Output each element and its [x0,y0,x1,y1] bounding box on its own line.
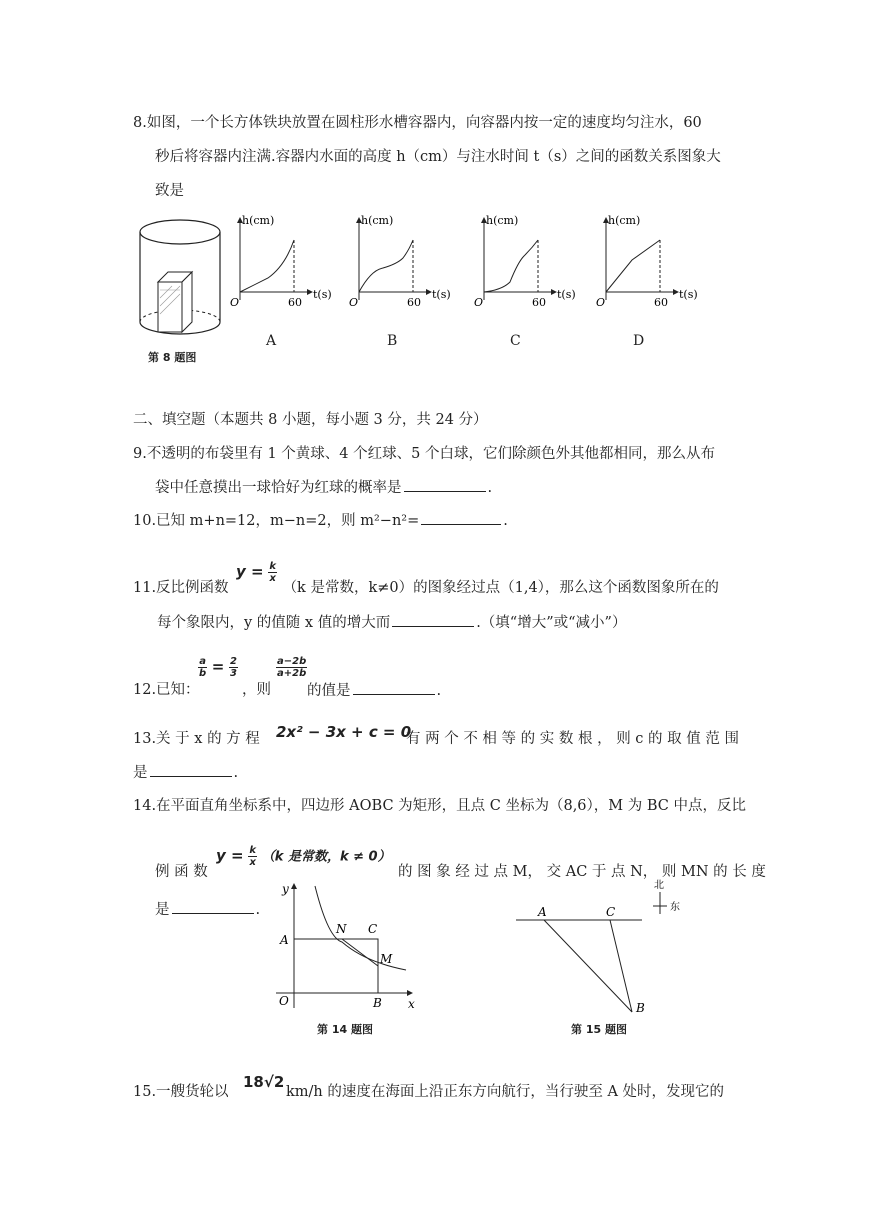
q13-line1-pre: 13.关 于 x 的 方 程 [133,731,260,747]
q8-t-axis-label: t(s) [679,288,698,301]
q11-answer-blank[interactable] [392,612,474,627]
q8-tick-label: 60 [532,296,546,309]
q11-line2: 每个象限内，y 的值随 x 值的增大而 .（填“增大”或“减小”） [157,612,626,633]
q15-A-label: A [538,905,547,919]
q8-tick-label: 60 [288,296,302,309]
q15-C-label: C [606,905,616,919]
q8-option-graph-d [596,210,711,310]
q8-origin-label: O [230,296,240,309]
q8-origin-label: O [596,296,606,309]
q8-line2: 秒后将容器内注满.容器内水面的高度 h（cm）与注水时间 t（s）之间的函数关系图象大 [155,149,721,165]
q14-A-label: A [280,933,289,947]
q15-north-label: 北 [654,880,664,891]
q14-C-label: C [368,922,378,936]
q8-option-graph-c [474,210,589,310]
q14-O-label: O [279,994,289,1008]
q8-container-figure [130,210,230,345]
q12-fraction-expr: $\frac{a-2b}{a+2b}$ [277,656,307,679]
q14-line3: 是 . [155,899,260,920]
q13-answer-blank[interactable] [150,762,232,777]
q12-line: 12.已知： [133,682,200,698]
q14-N-label: N [336,922,347,936]
q8-origin-label: O [349,296,359,309]
section-title: 二、填空题（本题共 8 小题，每小题 3 分，共 24 分） [133,412,488,428]
q14-figure [270,878,420,1018]
q15-line-post: km/h 的速度在海面上沿正东方向航行，当行驶至 A 处时，发现它的 [286,1084,725,1100]
q8-h-axis-label: h(cm) [608,214,641,227]
q14-B-label: B [373,996,382,1010]
q8-h-axis-label: h(cm) [242,214,275,227]
q15-line-pre: 15.一艘货轮以 [133,1084,229,1100]
q15-speed: 18√2 [243,1073,285,1091]
q8-t-axis-label: t(s) [557,288,576,301]
q14-line1: 14.在平面直角坐标系中，四边形 AOBC 为矩形，且点 C 坐标为（8,6），M 为 BC 中点，反比 [133,798,746,814]
q15-figure-caption: 第 15 题图 [571,1023,627,1036]
q8-option-label-c[interactable]: C [510,333,521,349]
q8-t-axis-label: t(s) [432,288,451,301]
q9-line1: 9.不透明的布袋里有 1 个黄球、4 个红球、5 个白球，它们除颜色外其他都相同，那么从布 [133,446,715,462]
q12-answer-blank[interactable] [353,680,435,695]
q14-formula: y = $\frac{k}{x}$ （k 是常数，k ≠ 0） [216,845,391,868]
q8-tick-label: 60 [654,296,668,309]
q14-y-label: y [282,882,289,896]
q8-figure-caption: 第 8 题图 [148,351,197,364]
q9-answer-blank[interactable] [404,477,486,492]
q13-line1-post: 有 两 个 不 相 等 的 实 数 根 ， 则 c 的 取 值 范 围 [406,731,739,747]
q8-line1: 8.如图，一个长方体铁块放置在圆柱形水槽容器内，向容器内按一定的速度均匀注水，60 [133,115,702,131]
q14-figure-caption: 第 14 题图 [317,1023,373,1036]
q10-answer-blank[interactable] [421,510,501,525]
q14-line2-post: 的 图 象 经 过 点 M， 交 AC 于 点 N， 则 MN 的 长 度 [398,864,766,880]
q8-line3: 致是 [155,183,184,199]
q11-formula: y = $\frac{k}{x}$ [236,561,277,584]
q8-origin-label: O [474,296,484,309]
q15-B-label: B [636,1001,645,1015]
q9-line2: 袋中任意摸出一球恰好为红球的概率是 . [155,477,492,498]
q13-line2: 是 . [133,762,238,783]
q13-formula: 2x² − 3x + c = 0 [276,723,412,741]
q8-t-axis-label: t(s) [313,288,332,301]
q14-x-label: x [408,997,415,1011]
q8-option-label-d[interactable]: D [633,333,645,349]
q12-post: 的值是 . [307,680,441,701]
q8-option-label-a[interactable]: A [266,333,277,349]
q8-h-axis-label: h(cm) [486,214,519,227]
q11-line1: 11.反比例函数 （k 是常数，k≠0）的图象经过点（1,4），那么这个函数图象所在的 [133,580,719,596]
q12-fraction-ab: $\frac{a}{b}$ = $\frac{2}{3}$ [199,656,237,679]
q8-tick-label: 60 [407,296,421,309]
q15-east-label: 东 [670,902,680,913]
q12-mid: ，则 [242,682,271,698]
q14-answer-blank[interactable] [172,899,254,914]
q8-option-graph-a [230,210,345,310]
q10-line: 10.已知 m+n=12，m−n=2，则 m²−n²= . [133,510,508,531]
q8-option-label-b[interactable]: B [387,333,398,349]
q8-option-graph-b [349,210,464,310]
q14-line2-pre: 例 函 数 [155,864,208,880]
q15-figure [510,872,690,1017]
q14-M-label: M [380,952,393,966]
q8-h-axis-label: h(cm) [361,214,394,227]
